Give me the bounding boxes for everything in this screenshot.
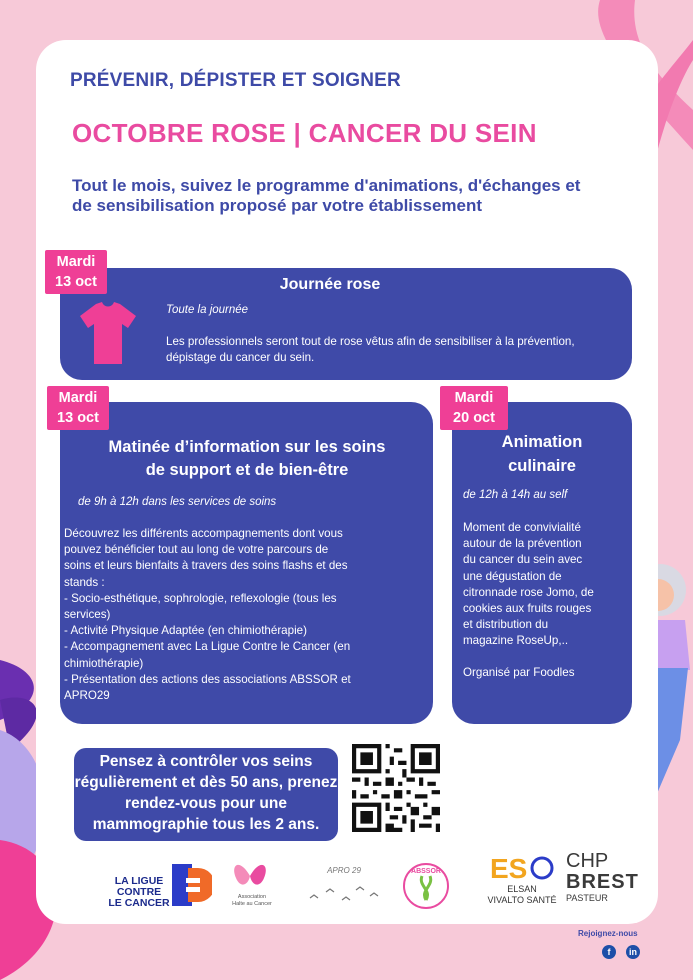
logo-line: LE CANCER xyxy=(108,897,170,909)
event-day: Mardi xyxy=(454,390,494,406)
halte-cancer-logo xyxy=(226,894,278,908)
ligue-contre-cancer-logo xyxy=(104,876,174,909)
ligue-logo-mark-icon xyxy=(172,864,212,906)
event-organizer: Organisé par Foodles xyxy=(463,666,575,679)
event-date-tag xyxy=(47,386,109,430)
event-title-line: culinaire xyxy=(508,457,576,475)
event-date: 13 oct xyxy=(55,274,97,290)
event-day: Mardi xyxy=(58,390,98,406)
event-description: Les professionnels seront tout de rose vêtus afin de sensibiliser à la prévention, dépistage du cancer du sein. xyxy=(166,335,575,365)
event-date-tag xyxy=(45,250,107,294)
logo-line: PASTEUR xyxy=(566,893,608,903)
logo-line: ELSAN xyxy=(507,884,537,894)
apro29-logo: APRO 29 xyxy=(327,866,361,875)
elsan-logo xyxy=(484,884,560,906)
event-day: Mardi xyxy=(56,254,96,270)
facebook-icon[interactable]: f xyxy=(602,945,616,959)
event-date: 20 oct xyxy=(453,410,495,426)
logo-line: CHP xyxy=(566,850,609,872)
event-description: Moment de convivialité autour de la prévention du cancer du sein avec une dégustation de citronnade rose Jomo, de cookies aux fruits rouges et distribution du magazine RoseUp,.. xyxy=(463,521,594,648)
tshirt-icon xyxy=(78,302,138,366)
birds-icon xyxy=(306,880,386,910)
follow-us-label: Rejoignez-nous xyxy=(578,929,638,938)
linkedin-icon[interactable]: in xyxy=(626,945,640,959)
event-date-tag xyxy=(440,386,508,430)
qr-code-icon[interactable] xyxy=(352,744,440,832)
logo-line: CONTRE xyxy=(116,886,162,898)
elsan-logo-icon xyxy=(490,852,556,882)
event-title: Journée rose xyxy=(279,276,381,293)
event-time: de 9h à 12h dans les services de soins xyxy=(78,496,277,508)
logo-line: VIVALTO SANTÉ xyxy=(487,895,557,905)
intro-text: Tout le mois, suivez le programme d'animations, d'échanges et de sensibilisation proposé par votre établissement xyxy=(72,176,581,215)
logo-line: Halte au Cancer xyxy=(232,901,272,907)
event-time: Toute la journée xyxy=(166,304,249,316)
event-date: 13 oct xyxy=(57,410,99,426)
event-time: de 12h à 14h au self xyxy=(463,489,568,501)
chp-brest-logo xyxy=(566,850,648,904)
supertitle: PRÉVENIR, DÉPISTER ET SOIGNER xyxy=(70,70,401,91)
event-title-line: Animation xyxy=(501,433,583,451)
logo-line: LA LIGUE xyxy=(114,875,164,887)
event-title-line: Matinée d’information sur les soins xyxy=(108,438,386,456)
page-title: OCTOBRE ROSE | CANCER DU SEIN xyxy=(72,118,537,148)
screening-reminder: Pensez à contrôler vos seins régulièrement et dès 50 ans, prenez rendez-vous pour une mammographie tous les 2 ans. xyxy=(74,748,338,841)
event-title xyxy=(462,430,622,478)
event-title xyxy=(72,436,422,482)
logo-line: BREST xyxy=(566,871,639,893)
event-description: Découvrez les différents accompagnements dont vous pouvez bénéficier tout au long de votre parcours de soins et leurs bienfaits à travers des soins flashs et des stands : - Socio-esthétique, sophrologie, reflexologie (tous les services) - Activité Physique Adaptée (en chimiothérapie) - Accompagnement avec La Ligue Contre le Cancer (en chimiothérapie) - Présentation des actions des associations ABSSOR et APRO29 xyxy=(64,527,351,703)
abssor-logo: ABSSOR xyxy=(411,868,441,875)
svg-text:ES: ES xyxy=(490,853,528,882)
logo-line: Association xyxy=(237,894,267,900)
butterfly-logo-icon xyxy=(230,858,270,894)
event-title-line: de support et de bien-être xyxy=(145,461,349,479)
